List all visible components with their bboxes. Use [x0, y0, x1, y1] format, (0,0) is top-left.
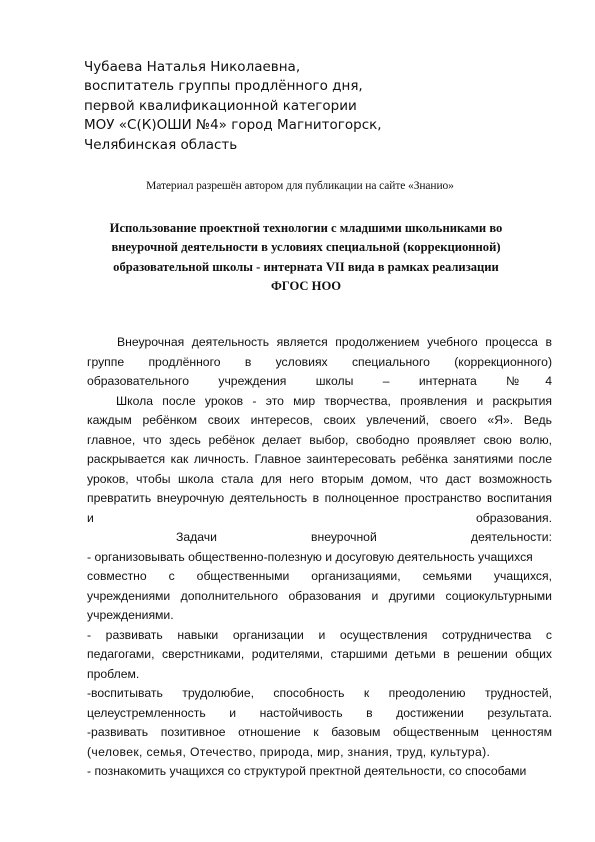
paragraph-line: образовательного учреждения школы – интерната №4 [87, 374, 552, 388]
paragraph-line: целеустремленность и настойчивость в достижении результата. [87, 705, 552, 720]
paragraph-line: -развивать позитивное отношение к базовым общественным ценностям [87, 725, 552, 739]
author-position: воспитатель группы продлённого дня, [84, 78, 363, 95]
paragraph-line [87, 509, 552, 529]
paragraph-line: Внеурочная деятельность является продолжением учебного процесса в [117, 335, 552, 349]
paragraph-line: педагогами, сверстниками, родителями, старшими детьми в решении общих [87, 647, 552, 661]
author-name: Чубаева Наталья Николаевна, [84, 59, 301, 75]
paragraph-line: совместно с общественными организациями, семьями учащихся, [87, 569, 552, 583]
paragraph-line: уроков, чтобы школа стала для него вторым домом, что даст возможность [87, 471, 552, 486]
paragraph-line: каждым ребёнком своих интересов, своих увлечений, своего «Я». Ведь [87, 413, 552, 427]
author-school: МОУ «С(К)ОШИ №4» город Магнитогорск, [84, 117, 382, 134]
section-heading: Задачи внеурочной деятельности: [176, 530, 552, 544]
title-line: внеурочной деятельности в условиях специальной (коррекционной) [111, 240, 501, 255]
title-line: образовательной школы - интерната VII вида в рамках реализации [113, 259, 499, 274]
title-line: Использование проектной технологии с младшими школьниками во [109, 221, 503, 235]
paragraph-line: (человек, семья, Отечество, природа, мир, знания, труд, культура). [87, 744, 491, 759]
word: и [87, 510, 94, 525]
paragraph-line: учреждениями дополнительного образования и другими социокультурными [87, 588, 552, 603]
publication-notice: Материал разрешён автором для публикации на сайте «Знанио» [146, 180, 454, 192]
author-category: первой квалификационной категории [84, 97, 357, 114]
word: образования. [475, 510, 552, 525]
paragraph-line: превратить внеурочную деятельность в полноценное пространство воспитания [87, 491, 552, 505]
title-line: ФГОС НОО [270, 278, 342, 293]
author-region: Челябинская область [84, 136, 238, 153]
document-title [88, 219, 524, 296]
paragraph-line: - познакомить учащихся со структурой пректной деятельности, со способами [87, 764, 527, 778]
paragraph-line: группе продлённого в условиях специального (коррекционного) [87, 354, 552, 369]
body-text [87, 333, 552, 782]
paragraph-line: - организовывать общественно-полезную и досуговую деятельность учащихся [87, 549, 533, 564]
paragraph-line: главное, что здесь ребёнок делает выбор, свободно проявляет свою волю, [87, 432, 552, 447]
paragraph-line: раскрывается как личность. Главное заинтересовать ребёнка занятиями после [87, 452, 552, 466]
paragraph-line: Школа после уроков - это мир творчества, проявления и раскрытия [116, 393, 552, 408]
paragraph-line: - развивать навыки организации и осуществления сотрудничества с [87, 627, 552, 642]
paragraph-line: учреждениями. [87, 608, 174, 622]
paragraph-line: -воспитывать трудолюбие, способность к преодолению трудностей, [87, 686, 552, 700]
paragraph-line: проблем. [87, 666, 140, 681]
author-block [84, 58, 464, 155]
